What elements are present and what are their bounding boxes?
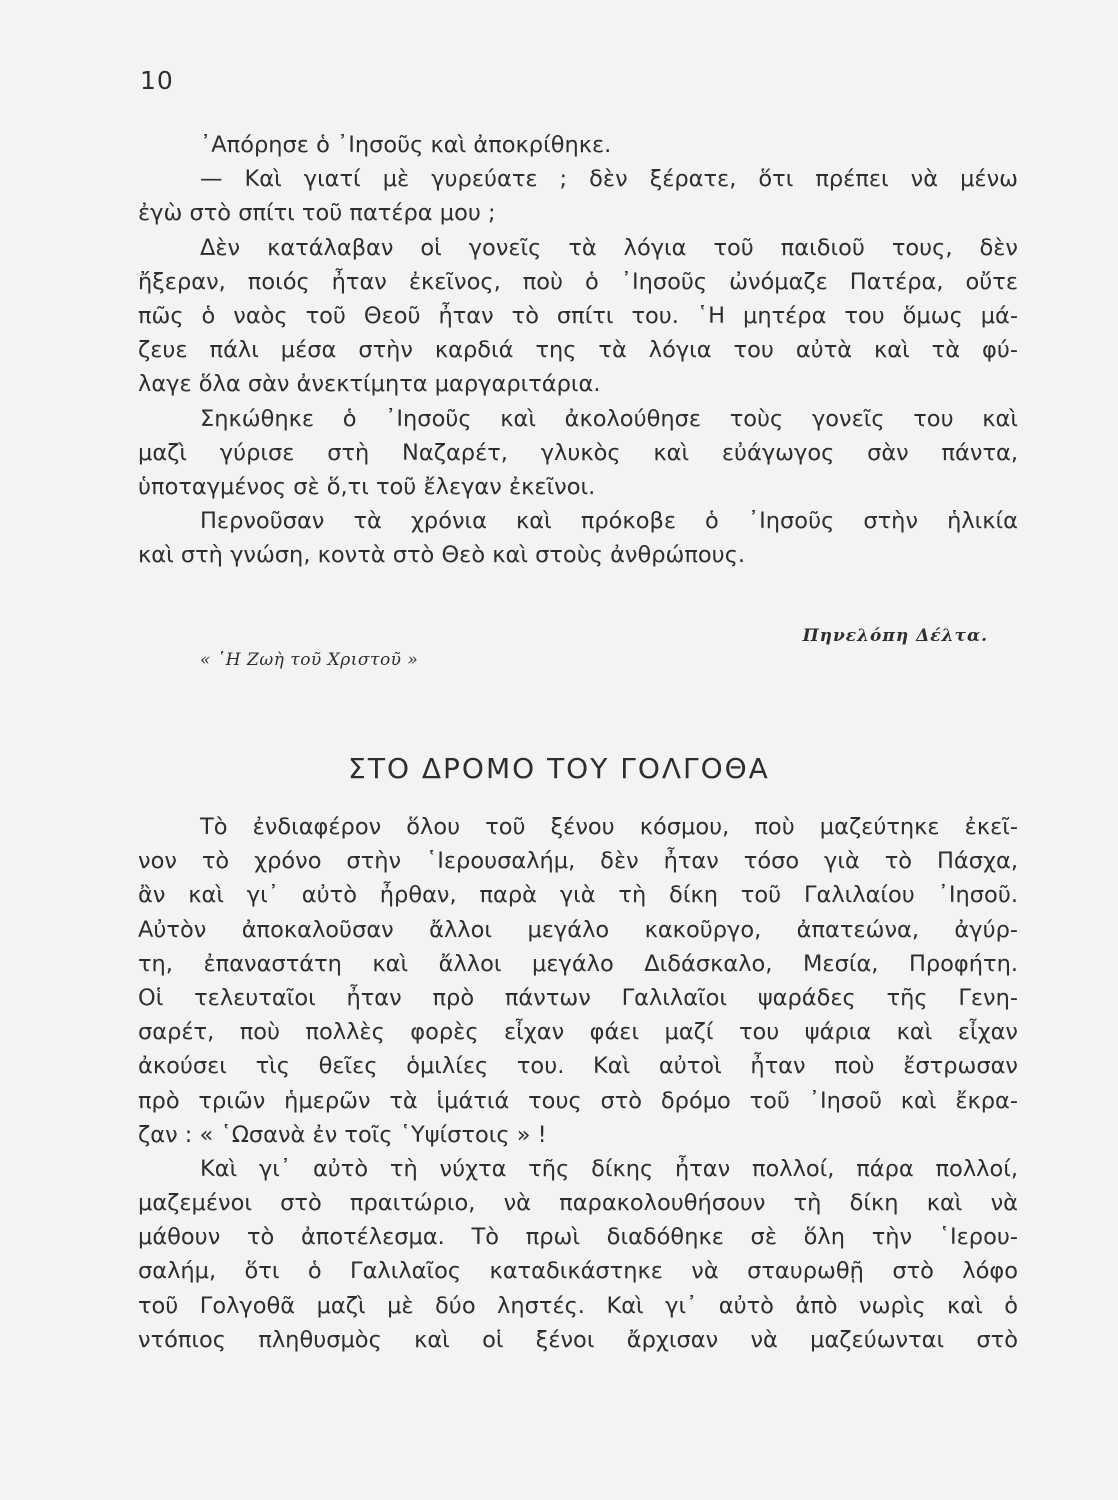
- text-line: τη, ἐπαναστάτη καὶ ἄλλοι μεγάλο Διδάσκαλο, Μεσία, Προφήτη.: [138, 950, 1018, 977]
- page-number: 10: [140, 66, 174, 95]
- text-line: καὶ στὴ γνώση, κοντὰ στὸ Θεὸ καὶ στοὺς ἀνθρώπους.: [138, 542, 746, 569]
- text-line: Δὲν κατάλαβαν οἱ γονεῖς τὰ λόγια τοῦ παιδιοῦ τους, δὲν: [200, 234, 1018, 261]
- text-line: μάθουν τὸ ἀποτέλεσμα. Τὸ πρωὶ διαδόθηκε σὲ ὅλη τὴν ῾Ιερου-: [138, 1224, 1018, 1251]
- section-title: ΣΤΟ ΔΡΟΜΟ ΤΟΥ ΓΟΛΓΟΘΑ: [348, 752, 770, 785]
- text-line: Περνοῦσαν τὰ χρόνια καὶ πρόκοβε ὁ ᾿Ιησοῦς στὴν ἡλικία: [200, 508, 1018, 535]
- text-line: Οἱ τελευταῖοι ἦταν πρὸ πάντων Γαλιλαῖοι ψαράδες τῆς Γενη-: [138, 984, 1018, 1011]
- text-line: ἤξεραν, ποιός ἦταν ἐκεῖνος, ποὺ ὁ ᾿Ιησοῦς ὠνόμαζε Πατέρα, οὔτε: [138, 268, 1018, 295]
- source-citation: « ῾Η Ζωὴ τοῦ Χριστοῦ »: [200, 650, 419, 670]
- text-line: μαζὶ γύρισε στὴ Ναζαρέτ, γλυκὸς καὶ εὐάγωγος σὰν πάντα,: [138, 439, 1018, 466]
- text-line: Τὸ ἐνδιαφέρον ὅλου τοῦ ξένου κόσμου, ποὺ μαζεύτηκε ἐκεῖ-: [200, 814, 1018, 840]
- text-line: ὑποταγμένος σὲ ὅ,τι τοῦ ἔλεγαν ἐκεῖνοι.: [138, 473, 596, 500]
- text-line: ἀκούσει τὶς θεῖες ὁμιλίες του. Καὶ αὐτοὶ ἦταν ποὺ ἔστρωσαν: [138, 1053, 1018, 1080]
- text-line: πῶς ὁ ναὸς τοῦ Θεοῦ ἦταν τὸ σπίτι του. ῾Η μητέρα του ὅμως μά-: [138, 302, 1018, 329]
- text-line: τοῦ Γολγοθᾶ μαζὶ μὲ δύο ληστές. Καὶ γι᾿ αὐτὸ ἀπὸ νωρὶς καὶ ὁ: [138, 1292, 1018, 1319]
- text-line: μαζεμένοι στὸ πραιτώριο, νὰ παρακολουθήσουν τὴ δίκη καὶ νὰ: [138, 1190, 1018, 1217]
- text-line: νον τὸ χρόνο στὴν ῾Ιερουσαλήμ, δὲν ἦταν τόσο γιὰ τὸ Πάσχα,: [138, 848, 1018, 875]
- text-line: ζευε πάλι μέσα στὴν καρδιά της τὰ λόγια του αὐτὰ καὶ τὰ φύ-: [138, 337, 1018, 364]
- text-line: Αὐτὸν ἀποκαλοῦσαν ἄλλοι μεγάλο κακοῦργο, ἀπατεώνα, ἀγύρ-: [138, 916, 1018, 943]
- text-line: Σηκώθηκε ὁ ᾿Ιησοῦς καὶ ἀκολούθησε τοὺς γονεῖς του καὶ: [200, 405, 1018, 432]
- text-line: σαρέτ, ποὺ πολλὲς φορὲς εἶχαν φάει μαζί του ψάρια καὶ εἶχαν: [138, 1019, 1018, 1046]
- text-line: ἐγὼ στὸ σπίτι τοῦ πατέρα μου ;: [138, 200, 496, 227]
- text-line: ζαν : « ῾Ωσανὰ ἐν τοῖς ῾Υψίστοις » !: [138, 1121, 547, 1148]
- story-text-jesus-in-temple: [138, 128, 1018, 572]
- text-line: ᾿Απόρησε ὁ ᾿Ιησοῦς καὶ ἀποκρίθηκε.: [200, 132, 612, 158]
- text-line: ἂν καὶ γι᾿ αὐτὸ ἦρθαν, παρὰ γιὰ τὴ δίκη τοῦ Γαλιλαίου ᾿Ιησοῦ.: [138, 882, 1018, 909]
- text-line: Καὶ γι᾿ αὐτὸ τὴ νύχτα τῆς δίκης ἦταν πολλοί, πάρα πολλοί,: [200, 1155, 1018, 1182]
- text-line: σαλήμ, ὅτι ὁ Γαλιλαῖος καταδικάστηκε νὰ σταυρωθῇ στὸ λόφο: [138, 1258, 1018, 1285]
- story-text-golgotha: [138, 810, 1018, 1357]
- text-line: ντόπιος πληθυσμὸς καὶ οἱ ξένοι ἄρχισαν νὰ μαζεύωνται στὸ: [138, 1326, 1018, 1353]
- text-line: πρὸ τριῶν ἡμερῶν τὰ ἱμάτιά τους στὸ δρόμο τοῦ ᾿Ιησοῦ καὶ ἔκρα-: [138, 1087, 1018, 1114]
- text-line: — Καὶ γιατί μὲ γυρεύατε ; δὲν ξέρατε, ὅτι πρέπει νὰ μένω: [200, 166, 1018, 193]
- author-signature: Πηνελόπη Δέλτα.: [802, 626, 988, 646]
- text-line: λαγε ὅλα σὰν ἀνεκτίμητα μαργαριτάρια.: [138, 371, 601, 398]
